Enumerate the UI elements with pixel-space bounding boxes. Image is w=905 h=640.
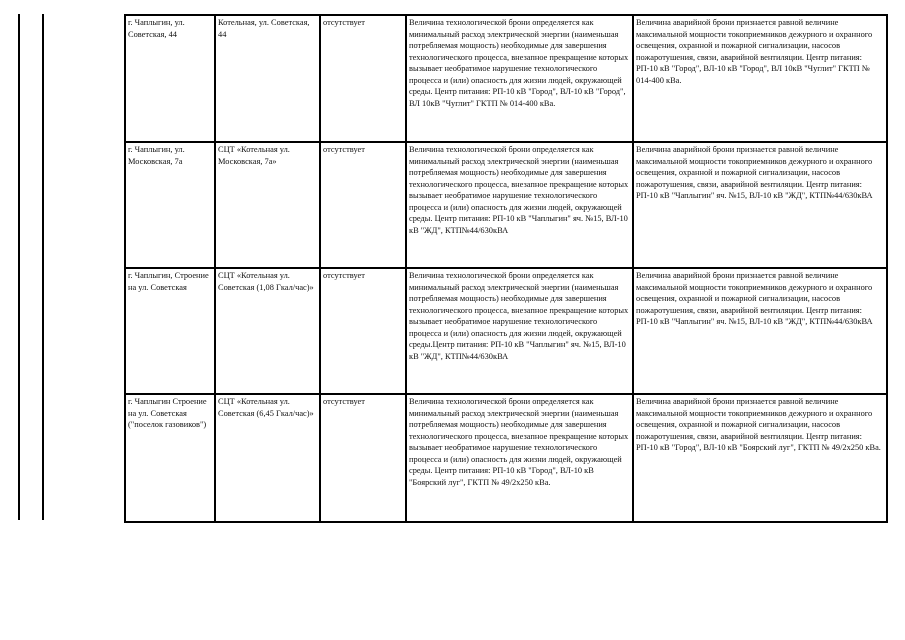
- left-margin-rule-inner: [42, 14, 44, 520]
- left-margin-rule-outer: [18, 14, 20, 520]
- object-cell: СЦТ «Котельная ул. Московская, 7а»: [215, 142, 320, 268]
- tech-reserve-cell: Величина технологической брони определяется как минимальный расход электрической энергии (наименьшая потребляемая мощность) необходимые для завершения технологического процесса, внезапное прекращение которых вызывает необратимое нарушение технологического процесса и (или) опасность для жизни людей, окружающей среды. Центр питания: РП-10 кВ "Город", ВЛ-10 кВ "Город", ВЛ 10кВ "Чуглит" ГКТП № 014-400 кВа.: [406, 15, 633, 142]
- emergency-reserve-cell: Величина аварийной брони признается равной величине максимальной мощности токоприемников дежурного и охранного освещения, охранной и пожарной сигнализации, насосов пожаротушения, связи, аварийной вентиляции. Центр питания: РП-10 кВ "Чаплыгин" яч. №15, ВЛ-10 кВ "ЖД", КТП№44/630кВА: [633, 268, 887, 394]
- address-cell: г. Чаплыгин Строение на ул. Советская ("поселок газовиков"): [125, 394, 215, 522]
- table-row: [125, 142, 887, 268]
- status-cell: отсутствует: [320, 15, 406, 142]
- table-row: [125, 394, 887, 522]
- emergency-reserve-cell: Величина аварийной брони признается равной величине максимальной мощности токоприемников дежурного и охранного освещения, охранной и пожарной сигнализации, насосов пожаротушения, связи, аварийной вентиляции. Центр питания: РП-10 кВ "Город", ВЛ-10 кВ "Боярский луг", ГКТП № 49/2х250 кВа.: [633, 394, 887, 522]
- address-cell: г. Чаплыгин, ул. Советская, 44: [125, 15, 215, 142]
- object-cell: Котельная, ул. Советская, 44: [215, 15, 320, 142]
- table-row: [125, 15, 887, 142]
- tech-reserve-cell: Величина технологической брони определяется как минимальный расход электрической энергии (наименьшая потребляемая мощность) необходимые для завершения технологического процесса, внезапное прекращение которых вызывает необратимое нарушение технологического процесса и (или) опасность для жизни людей, окружающей среды. Центр питания: РП-10 кВ "Город", ВЛ-10 кВ "Боярский луг", ГКТП № 49/2х250 кВа.: [406, 394, 633, 522]
- emergency-reserve-cell: Величина аварийной брони признается равной величине максимальной мощности токоприемников дежурного и охранного освещения, охранной и пожарной сигнализации, насосов пожаротушения, связи, аварийной вентиляции. Центр питания: РП-10 кВ "Чаплыгин" яч. №15, ВЛ-10 кВ "ЖД", КТП№44/630кВА: [633, 142, 887, 268]
- table-row: [125, 268, 887, 394]
- tech-reserve-cell: Величина технологической брони определяется как минимальный расход электрической энергии (наименьшая потребляемая мощность) необходимые для завершения технологического процесса, внезапное прекращение которых вызывает необратимое нарушение технологического процесса и (или) опасность для жизни людей, окружающей среды.Центр питания: РП-10 кВ "Чаплыгин" яч. №15, ВЛ-10 кВ "ЖД", КТП№44/630кВА: [406, 268, 633, 394]
- status-cell: отсутствует: [320, 394, 406, 522]
- status-cell: отсутствует: [320, 142, 406, 268]
- object-cell: СЦТ «Котельная ул. Советская (1,08 Гкал/час)»: [215, 268, 320, 394]
- object-cell: СЦТ «Котельная ул. Советская (6,45 Гкал/час)»: [215, 394, 320, 522]
- emergency-reserve-cell: Величина аварийной брони признается равной величине максимальной мощности токоприемников дежурного и охранного освещения, охранной и пожарной сигнализации, насосов пожаротушения, связи, аварийной вентиляции. Центр питания: РП-10 кВ "Город", ВЛ-10 кВ "Город", ВЛ 10кВ "Чуглит" ГКТП № 014-400 кВа.: [633, 15, 887, 142]
- address-cell: г. Чаплыгин, Строение на ул. Советская: [125, 268, 215, 394]
- status-cell: отсутствует: [320, 268, 406, 394]
- address-cell: г. Чаплыгин, ул. Московская, 7а: [125, 142, 215, 268]
- tech-reserve-cell: Величина технологической брони определяется как минимальный расход электрической энергии (наименьшая потребляемая мощность) необходимые для завершения технологического процесса, внезапное прекращение которых вызывает необратимое нарушение технологического процесса и (или) опасность для жизни людей, окружающей среды. Центр питания: РП-10 кВ "Чаплыгин" яч. №15, ВЛ-10 кВ "ЖД", КТП№44/630кВА: [406, 142, 633, 268]
- power-reserve-table: [124, 14, 888, 523]
